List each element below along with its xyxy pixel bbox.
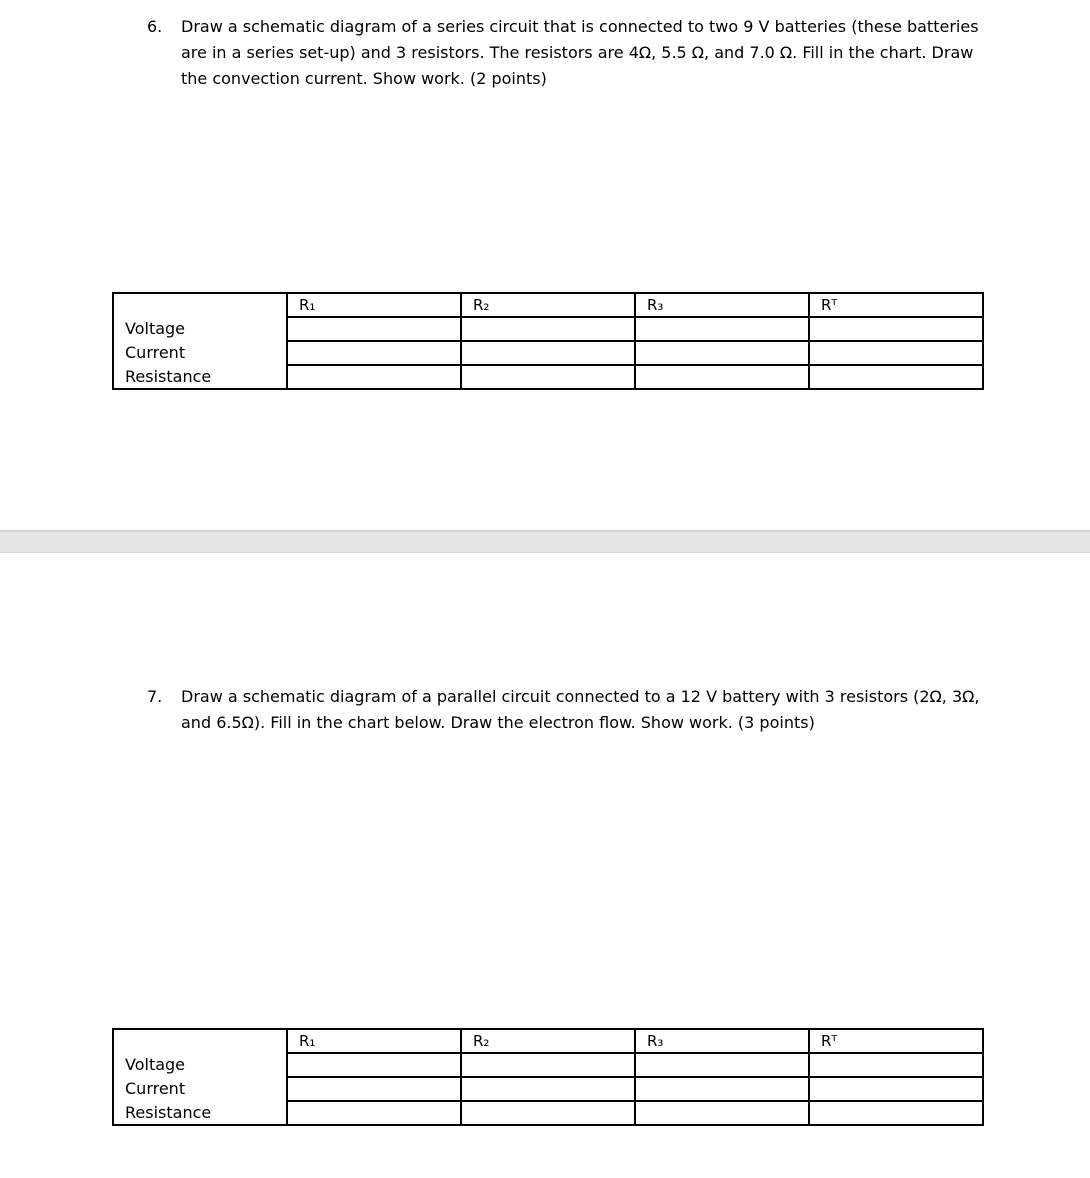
table-row <box>113 1053 983 1077</box>
header-cell-r1: R₁ <box>287 1029 461 1053</box>
header-cell-r1: R₁ <box>287 293 461 317</box>
row-label-current: Current <box>113 341 287 365</box>
table-row <box>113 1077 983 1101</box>
question-text: Draw a schematic diagram of a parallel circuit connected to a 12 V battery with 3 resistors (2Ω, 3Ω, and 6.5Ω). Fill in the chart below. Draw the electron flow. Show work. (3 points) <box>181 687 980 732</box>
table-cell[interactable] <box>809 1077 983 1101</box>
table-cell[interactable] <box>461 317 635 341</box>
table-cell[interactable] <box>635 341 809 365</box>
table-row <box>113 341 983 365</box>
table-cell[interactable] <box>809 365 983 389</box>
table-header-row <box>113 1029 983 1053</box>
table-cell[interactable] <box>635 1101 809 1125</box>
header-cell-rt: Rᵀ <box>809 1029 983 1053</box>
table-cell[interactable] <box>461 1077 635 1101</box>
header-cell-rt: Rᵀ <box>809 293 983 317</box>
table-cell[interactable] <box>461 365 635 389</box>
row-label-voltage: Voltage <box>113 1053 287 1077</box>
table-cell[interactable] <box>809 341 983 365</box>
table-cell[interactable] <box>287 365 461 389</box>
table-row <box>113 317 983 341</box>
table-cell[interactable] <box>287 1101 461 1125</box>
chart-table-q6 <box>112 292 984 390</box>
header-cell-r2: R₂ <box>461 1029 635 1053</box>
header-cell-r3: R₃ <box>635 1029 809 1053</box>
table-row <box>113 365 983 389</box>
table-cell[interactable] <box>635 1077 809 1101</box>
row-label-current: Current <box>113 1077 287 1101</box>
header-cell-empty <box>113 1029 287 1053</box>
table-cell[interactable] <box>809 1053 983 1077</box>
row-label-resistance: Resistance <box>113 365 287 389</box>
chart-table-q7 <box>112 1028 984 1126</box>
table-cell[interactable] <box>809 317 983 341</box>
header-cell-r3: R₃ <box>635 293 809 317</box>
table-cell[interactable] <box>635 317 809 341</box>
table-cell[interactable] <box>461 1053 635 1077</box>
table-cell[interactable] <box>635 365 809 389</box>
table-cell[interactable] <box>635 1053 809 1077</box>
table-row <box>113 1101 983 1125</box>
table-cell[interactable] <box>287 317 461 341</box>
table-cell[interactable] <box>287 1053 461 1077</box>
table-cell[interactable] <box>461 1101 635 1125</box>
question-number: 7. <box>147 687 163 706</box>
table-cell[interactable] <box>287 341 461 365</box>
page-break <box>0 530 1090 553</box>
header-cell-r2: R₂ <box>461 293 635 317</box>
row-label-resistance: Resistance <box>113 1101 287 1125</box>
table-cell[interactable] <box>809 1101 983 1125</box>
question-number: 6. <box>147 17 163 36</box>
table-header-row <box>113 293 983 317</box>
header-cell-empty <box>113 293 287 317</box>
row-label-voltage: Voltage <box>113 317 287 341</box>
question-text: Draw a schematic diagram of a series circuit that is connected to two 9 V batteries (these batteries are in a series set-up) and 3 resistors. The resistors are 4Ω, 5.5 Ω, and 7.0 Ω. Fill in the chart. Draw the convection current. Show work. (2 points) <box>181 17 979 88</box>
table-cell[interactable] <box>461 341 635 365</box>
table-cell[interactable] <box>287 1077 461 1101</box>
